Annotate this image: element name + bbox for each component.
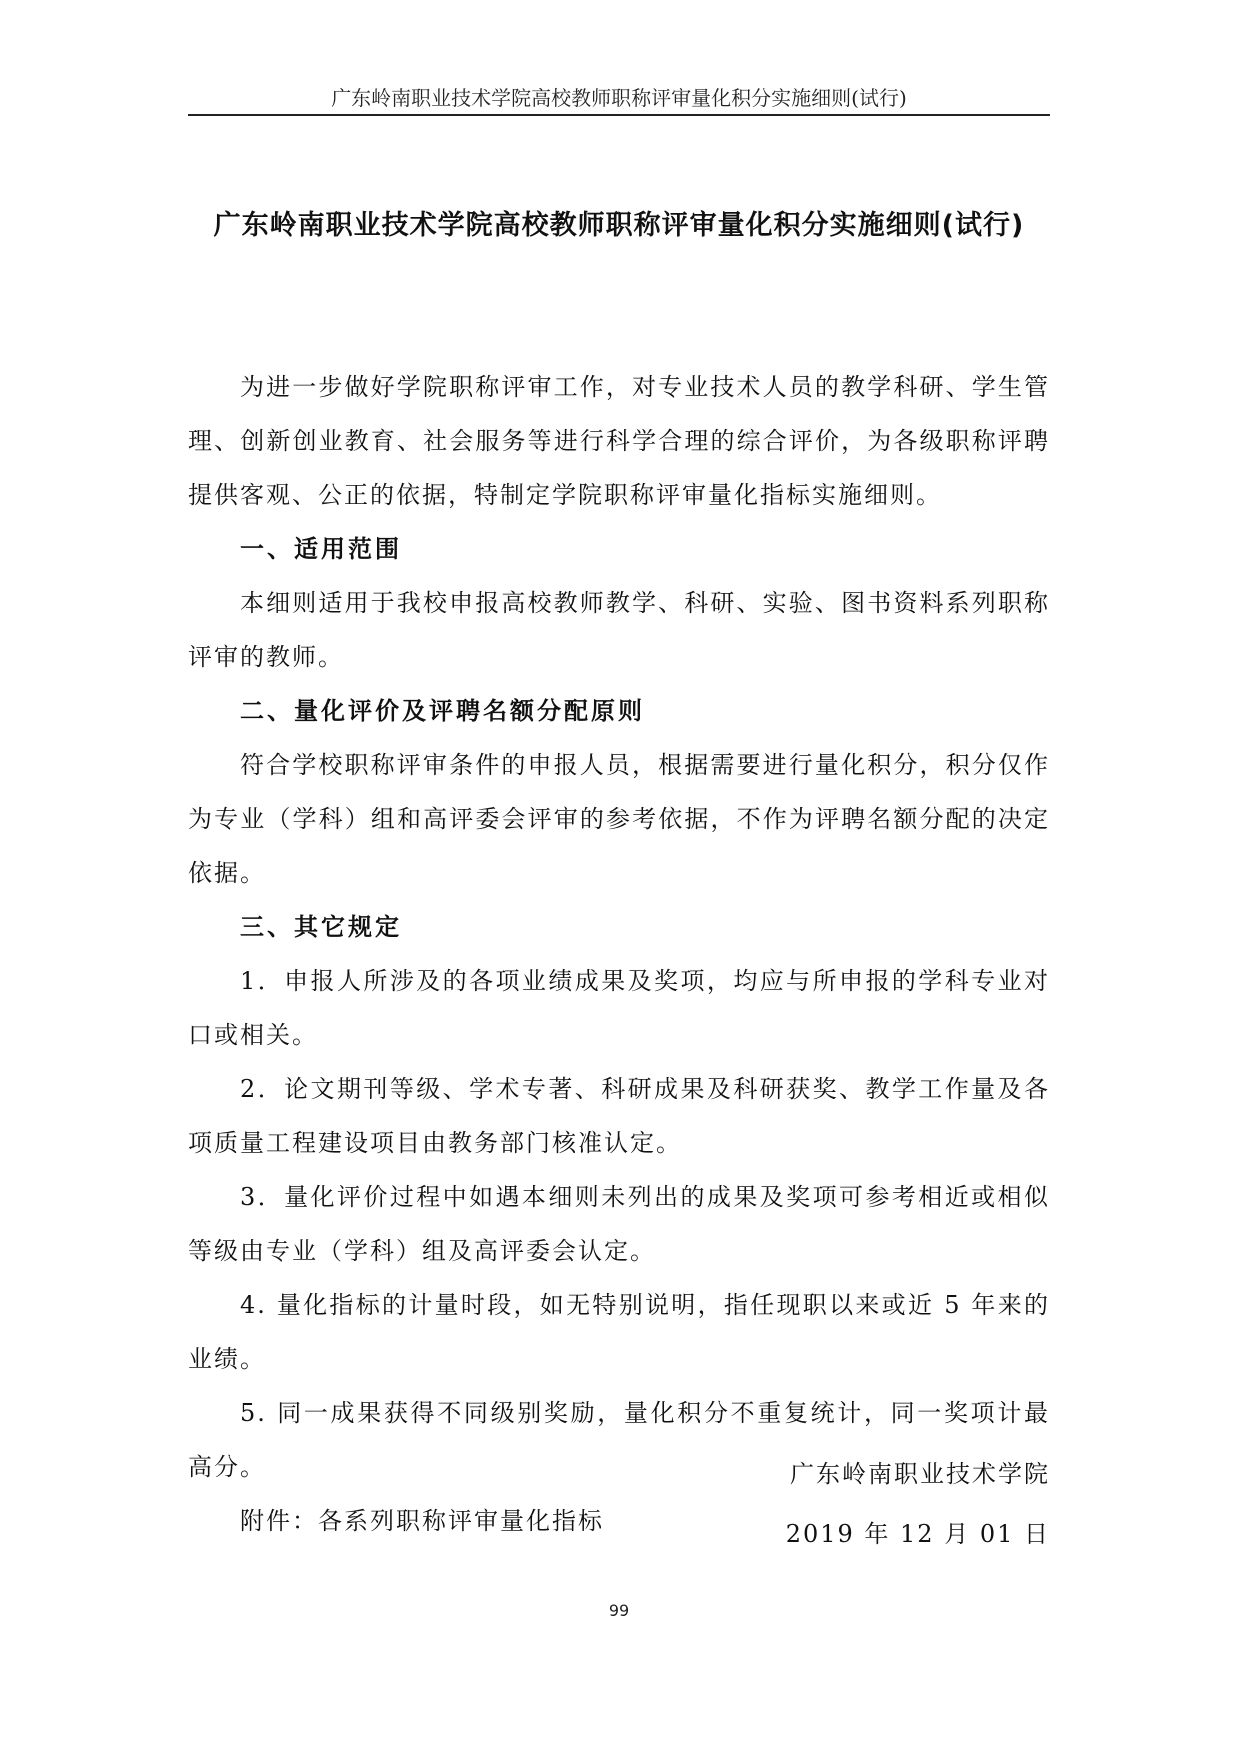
section-heading-other-rules: 三、其它规定 bbox=[240, 913, 402, 941]
rule-item: 5. 同一成果获得不同级别奖励，量化积分不重复统计，同一奖项计最高分。 bbox=[188, 1399, 1050, 1481]
signature-date: 2019 年 12 月 01 日 bbox=[785, 1520, 1050, 1548]
section-heading-scope: 一、适用范围 bbox=[240, 535, 402, 563]
rule-item: 2．论文期刊等级、学术专著、科研成果及科研获奖、教学工作量及各项质量工程建设项目由教务部门核准认定。 bbox=[188, 1075, 1050, 1157]
section-text-scope: 本细则适用于我校申报高校教师教学、科研、实验、图书资料系列职称评审的教师。 bbox=[188, 589, 1050, 671]
attachment-note: 附件：各系列职称评审量化指标 bbox=[240, 1507, 604, 1535]
section-heading-principles: 二、量化评价及评聘名额分配原则 bbox=[240, 697, 645, 725]
header-rule bbox=[188, 114, 1050, 116]
document-title: 广东岭南职业技术学院高校教师职称评审量化积分实施细则(试行) bbox=[213, 210, 1025, 241]
running-header: 广东岭南职业技术学院高校教师职称评审量化积分实施细则(试行) bbox=[331, 86, 907, 110]
section-text-principles: 符合学校职称评审条件的申报人员，根据需要进行量化积分，积分仅作为专业（学科）组和高评委会评审的参考依据，不作为评聘名额分配的决定依据。 bbox=[188, 751, 1050, 887]
signature-block bbox=[188, 1444, 1050, 1564]
rule-item: 3．量化评价过程中如遇本细则未列出的成果及奖项可参考相近或相似等级由专业（学科）组及高评委会认定。 bbox=[188, 1183, 1050, 1265]
document-body bbox=[188, 360, 1050, 1548]
intro-paragraph: 为进一步做好学院职称评审工作，对专业技术人员的教学科研、学生管理、创新创业教育、社会服务等进行科学合理的综合评价，为各级职称评聘提供客观、公正的依据，特制定学院职称评审量化指标实施细则。 bbox=[188, 373, 1050, 509]
signature-institution: 广东岭南职业技术学院 bbox=[790, 1460, 1050, 1488]
rule-item: 1．申报人所涉及的各项业绩成果及奖项，均应与所申报的学科专业对口或相关。 bbox=[188, 967, 1050, 1049]
rule-item: 4. 量化指标的计量时段，如无特别说明，指任现职以来或近 5 年来的业绩。 bbox=[188, 1291, 1050, 1373]
page-number: 99 bbox=[608, 1601, 630, 1620]
